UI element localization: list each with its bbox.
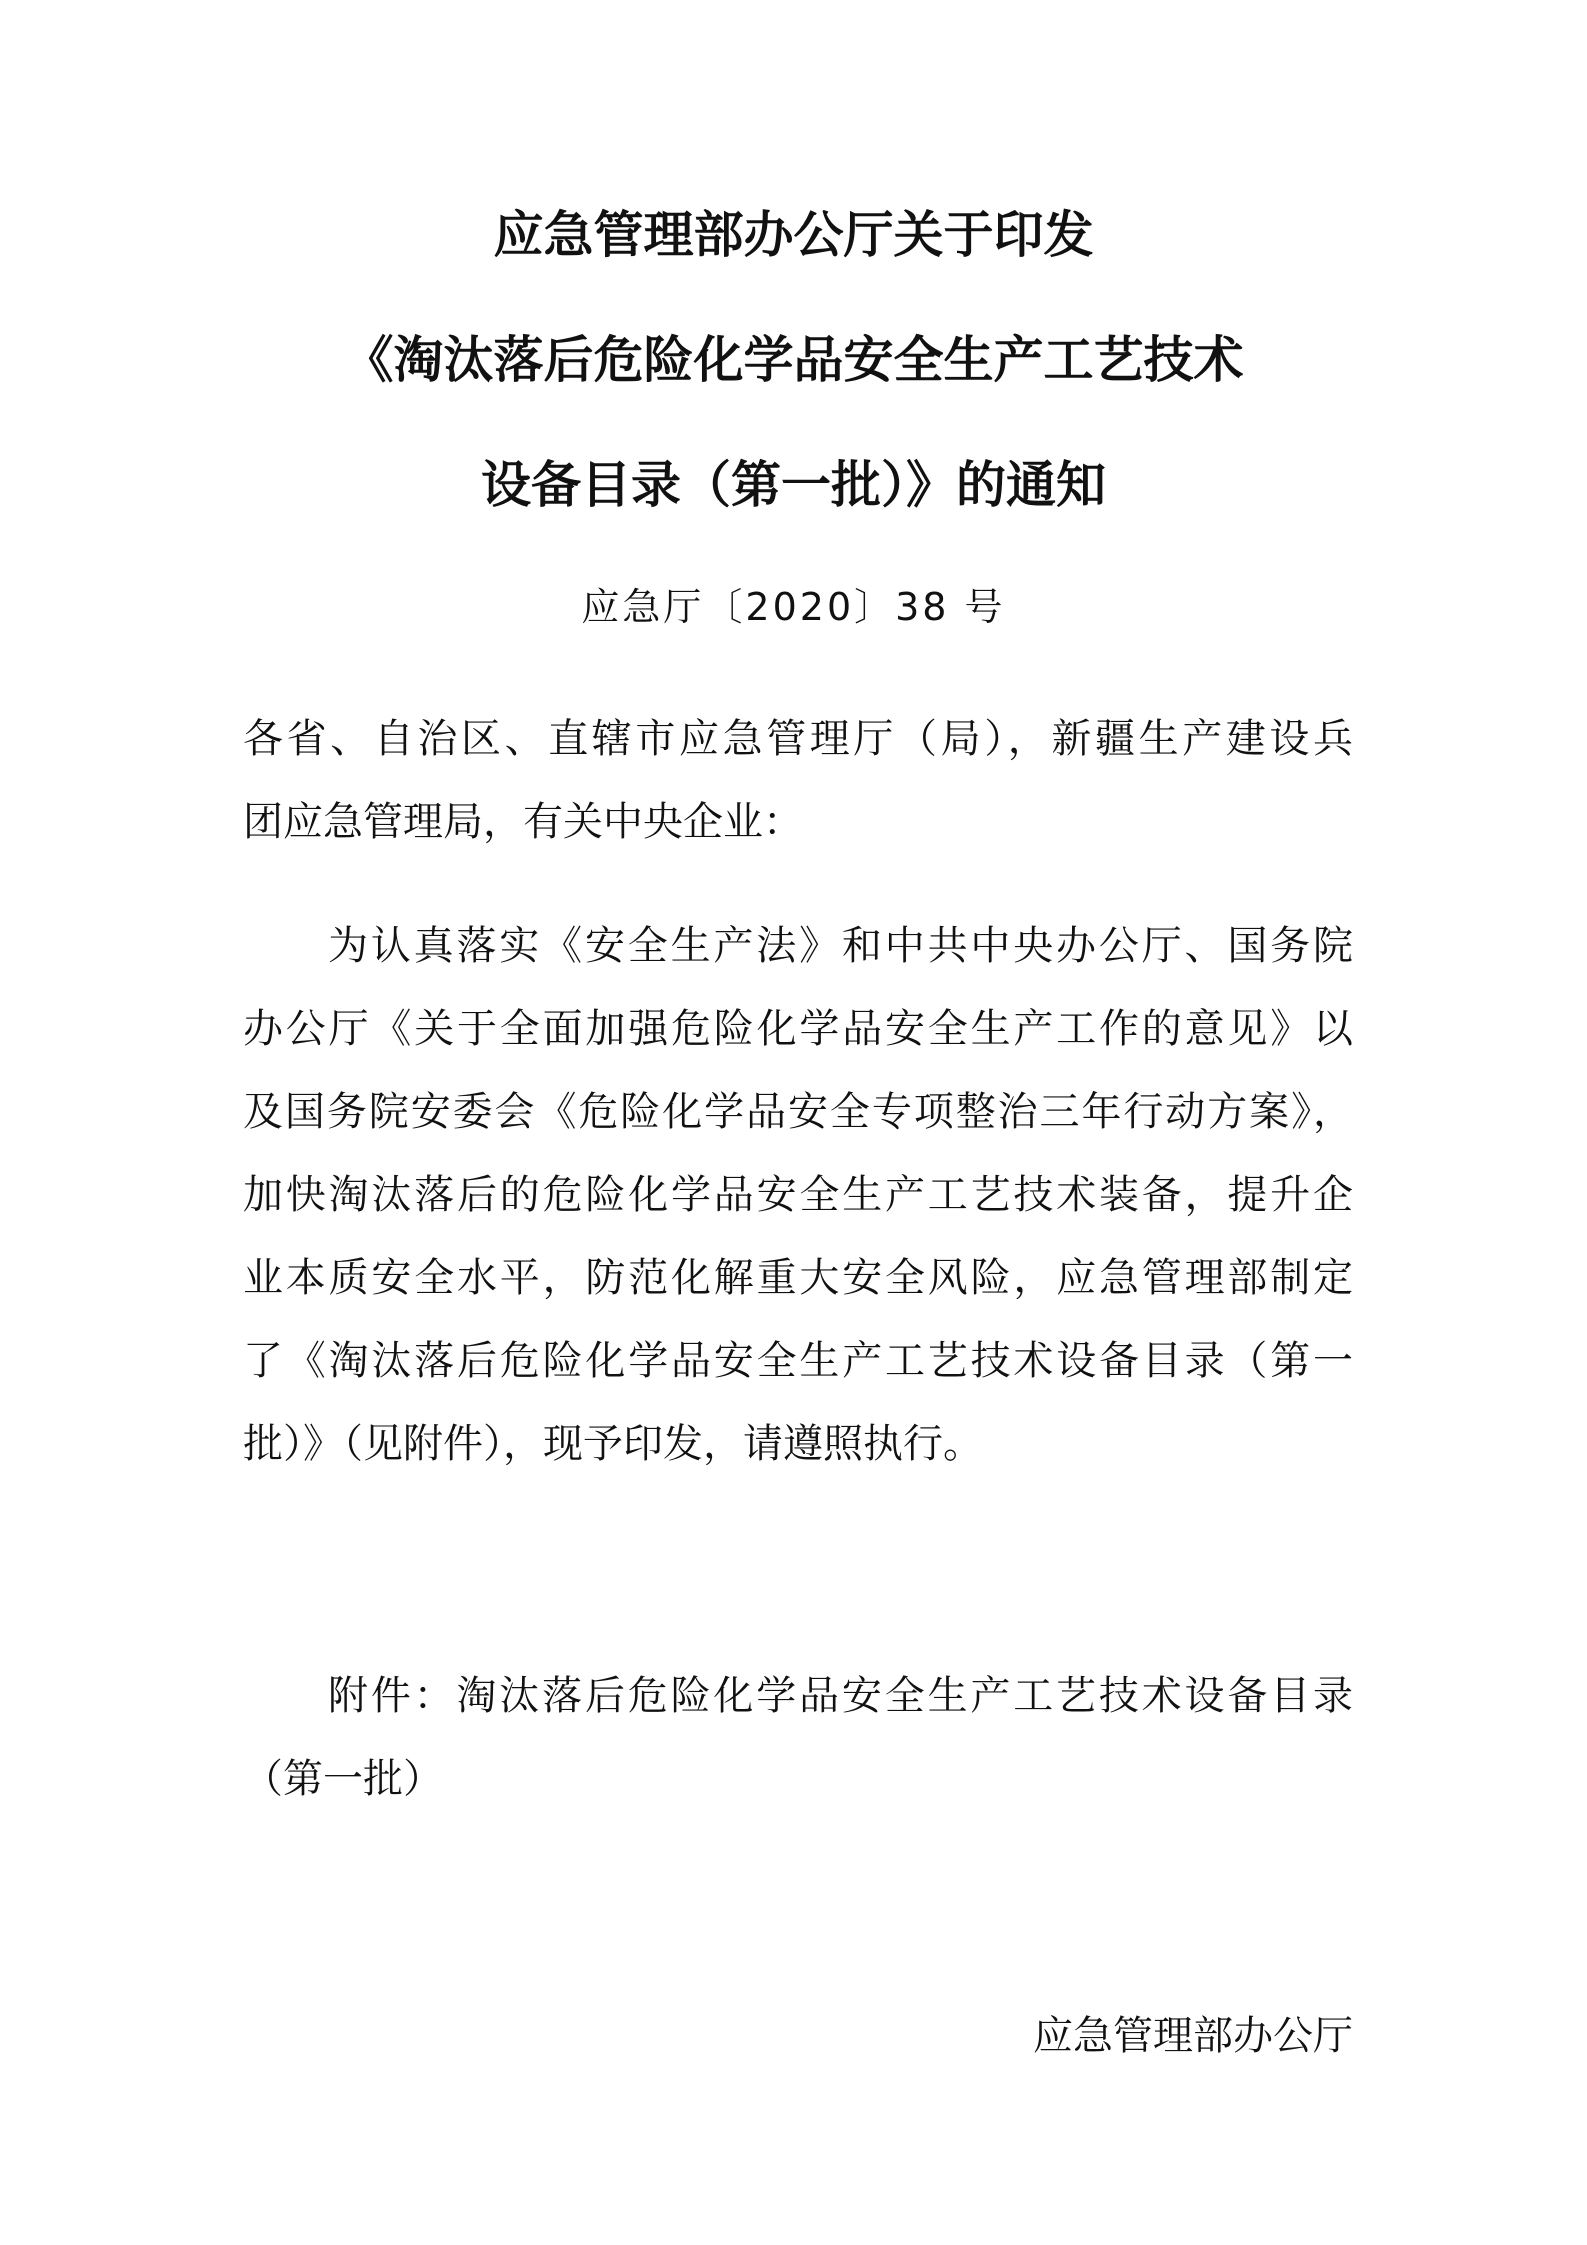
- body-line: 批）》（见附件），现予印发，请遵照执行。: [243, 1421, 983, 1467]
- title-line-3: 设备目录（第一批）》的通知: [481, 455, 1106, 514]
- attachment-line: （第一批）: [243, 1756, 443, 1802]
- body-line: 了《淘汰落后危险化学品安全生产工艺技术设备目录（第一: [243, 1338, 1353, 1384]
- body-line: 办公厅《关于全面加强危险化学品安全生产工作的意见》以: [243, 1006, 1353, 1052]
- title-line-1: 应急管理部办公厅关于印发: [493, 205, 1094, 264]
- addressee-line: 团应急管理局，有关中央企业：: [243, 799, 803, 845]
- addressee-line: 各省、自治区、直辖市应急管理厅（局），新疆生产建设兵: [243, 716, 1353, 762]
- attachment-line: 附件：淘汰落后危险化学品安全生产工艺技术设备目录: [328, 1673, 1353, 1719]
- title-line-2: 《淘汰落后危险化学品安全生产工艺技术: [343, 330, 1244, 389]
- body-line: 及国务院安委会《危险化学品安全专项整治三年行动方案》，: [243, 1089, 1353, 1135]
- document-number: 应急厅〔2020〕38 号: [581, 585, 1006, 629]
- issuer-signature: 应急管理部办公厅: [1033, 2013, 1353, 2059]
- body-line: 为认真落实《安全生产法》和中共中央办公厅、国务院: [328, 923, 1353, 969]
- body-line: 业本质安全水平，防范化解重大安全风险，应急管理部制定: [243, 1255, 1353, 1301]
- body-line: 加快淘汰落后的危险化学品安全生产工艺技术装备，提升企: [243, 1172, 1353, 1218]
